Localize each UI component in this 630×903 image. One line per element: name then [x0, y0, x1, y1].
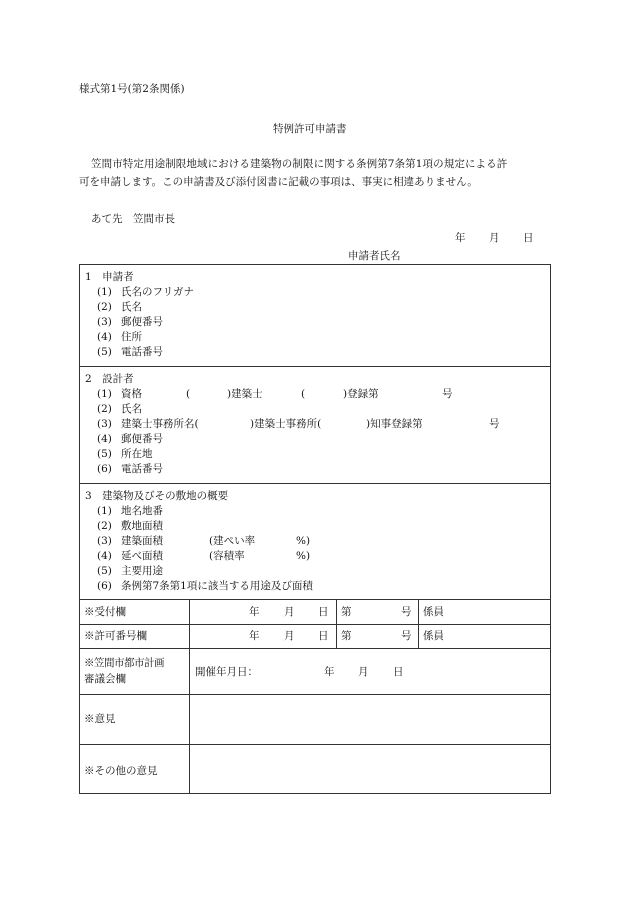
permit-year: 年 [249, 630, 260, 642]
divider [79, 483, 551, 484]
qual-paren: ( [301, 388, 306, 400]
qual-registration: )登録第 [343, 388, 379, 400]
council-day: 日 [393, 666, 404, 678]
divider [79, 744, 551, 745]
receipt-dai: 第 [341, 606, 352, 618]
qualification-row: (1) 資格 [97, 388, 142, 400]
list-item: (4) 郵便番号 [97, 433, 163, 445]
permit-day: 日 [318, 630, 329, 642]
qual-architect: )建築士 [227, 388, 263, 400]
list-item: (2) 敷地面積 [97, 520, 163, 532]
list-item: (4) 延べ面積 [97, 550, 163, 562]
divider [79, 694, 551, 695]
list-item: (4) 住所 [97, 331, 142, 343]
opinion-label: ※意見 [84, 713, 116, 725]
divider [189, 599, 190, 794]
office-row: (3) 建築士事務所名( [97, 418, 199, 430]
section2-heading: 2 設計者 [85, 373, 134, 385]
council-label-line1: ※笠間市都市計画 [84, 657, 164, 669]
list-item: (3) 建築面積 [97, 535, 163, 547]
qual-go: 号 [442, 388, 453, 400]
divider [418, 599, 419, 648]
receipt-label: ※受付欄 [84, 606, 126, 618]
list-item: (2) 氏名 [97, 301, 142, 313]
office-go: 号 [489, 418, 500, 430]
section3-heading: 3 建築物及びその敷地の概要 [85, 490, 229, 502]
council-date-label: 開催年月日： [195, 666, 258, 678]
intro-text-line2: 可を申請します。この申請書及び添付図書に記載の事項は、事実に相違ありません。 [79, 176, 478, 188]
permit-dai: 第 [341, 630, 352, 642]
permit-go: 号 [401, 630, 412, 642]
receipt-staff: 係員 [423, 606, 444, 618]
floor-area-ratio-label: (容積率 [209, 550, 245, 562]
office-registration: )知事登録第 [366, 418, 423, 430]
addressee: あて先 笠間市長 [91, 213, 175, 225]
office-type: )建築士事務所( [250, 418, 322, 430]
council-year: 年 [324, 666, 335, 678]
list-item: (1) 地名地番 [97, 505, 163, 517]
receipt-year: 年 [249, 606, 260, 618]
council-month: 月 [358, 666, 369, 678]
divider [79, 624, 551, 625]
intro-text-line1: 笠間市特定用途制限地域における建築物の制限に関する条例第7条第1項の規定による許 [91, 158, 508, 170]
coverage-ratio-percent: %) [296, 535, 311, 547]
divider [79, 599, 551, 600]
permit-staff: 係員 [423, 630, 444, 642]
date-day: 日 [523, 232, 534, 244]
divider [79, 648, 551, 649]
receipt-go: 号 [401, 606, 412, 618]
date-month: 月 [489, 232, 500, 244]
section1-heading: 1 申請者 [85, 271, 134, 283]
permit-month: 月 [284, 630, 295, 642]
date-year: 年 [455, 232, 466, 244]
coverage-ratio-label: (建ぺい率 [209, 535, 256, 547]
list-item: (6) 条例第7条第1項に該当する用途及び面積 [97, 580, 313, 592]
list-item: (5) 所在地 [97, 448, 153, 460]
council-label-line2: 審議会欄 [84, 673, 126, 685]
list-item: (2) 氏名 [97, 403, 142, 415]
list-item: (5) 電話番号 [97, 346, 163, 358]
list-item: (1) 氏名のフリガナ [97, 286, 194, 298]
list-item: (6) 電話番号 [97, 463, 163, 475]
divider [336, 599, 337, 648]
permit-label: ※許可番号欄 [84, 630, 147, 642]
floor-area-ratio-percent: %) [296, 550, 311, 562]
page-title: 特例許可申請書 [273, 123, 347, 135]
receipt-month: 月 [284, 606, 295, 618]
list-item: (3) 郵便番号 [97, 316, 163, 328]
qual-paren: ( [186, 388, 191, 400]
receipt-day: 日 [318, 606, 329, 618]
form-number: 様式第1号(第2条関係) [79, 83, 185, 95]
divider [79, 366, 551, 367]
applicant-name-label: 申請者氏名 [348, 250, 401, 262]
other-opinion-label: ※その他の意見 [84, 765, 158, 777]
list-item: (5) 主要用途 [97, 565, 163, 577]
